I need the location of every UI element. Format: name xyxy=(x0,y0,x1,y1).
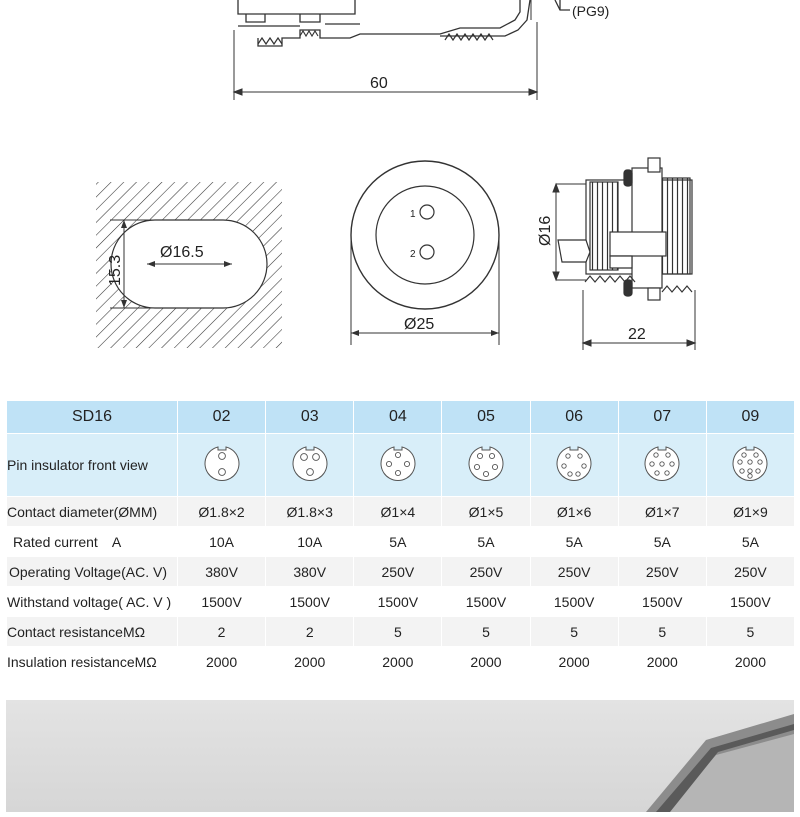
value-cell: 10A xyxy=(266,527,354,557)
value-cell: 250V xyxy=(618,557,706,587)
value-cell: 2000 xyxy=(530,647,618,677)
row-label: Rated current xyxy=(13,533,98,550)
value-cell: 250V xyxy=(530,557,618,587)
table-row xyxy=(7,647,795,677)
pin-2-hole xyxy=(420,245,434,259)
pin-layout-02 xyxy=(202,444,242,484)
row-label: Withstand voltage xyxy=(7,593,119,610)
socket-side-view xyxy=(558,158,692,300)
value-cell: 5A xyxy=(530,527,618,557)
value-cell: 2000 xyxy=(266,647,354,677)
pin-layout-03 xyxy=(290,444,330,484)
value-cell: 5A xyxy=(442,527,530,557)
table-header-row xyxy=(7,401,795,434)
table-row xyxy=(7,617,795,647)
pin-layout-04 xyxy=(378,444,418,484)
connector-side-profile xyxy=(238,0,570,46)
spec-table xyxy=(6,400,795,677)
pin-1-hole xyxy=(420,205,434,219)
row-label: Operating Voltage xyxy=(9,563,122,580)
value-cell: Ø1.8×2 xyxy=(178,497,266,527)
row-unit: (ØMM) xyxy=(113,503,158,520)
side-height-label: Ø16 xyxy=(537,215,554,246)
connector-photo-shape xyxy=(6,700,794,812)
row-label-cell xyxy=(7,587,178,617)
value-cell: 250V xyxy=(706,557,794,587)
value-cell: 5 xyxy=(354,617,442,647)
value-cell: 1500V xyxy=(266,587,354,617)
value-cell: 10A xyxy=(178,527,266,557)
row-label-cell xyxy=(7,617,178,647)
pin-layout-06 xyxy=(554,444,594,484)
pin-layout-09 xyxy=(730,444,770,484)
value-cell: 5 xyxy=(706,617,794,647)
value-cell: 2000 xyxy=(442,647,530,677)
value-cell: 5 xyxy=(442,617,530,647)
header-cell: 09 xyxy=(706,401,794,434)
value-cell: 2000 xyxy=(354,647,442,677)
pin-row-label: Pin insulator front view xyxy=(7,434,178,497)
table-row xyxy=(7,527,795,557)
row-unit: MΩ xyxy=(122,623,146,640)
pin-diagram-cell xyxy=(266,434,354,497)
row-label: Contact diameter xyxy=(7,503,114,520)
pin-2-label: 2 xyxy=(410,249,416,260)
value-cell: 5 xyxy=(618,617,706,647)
value-cell: 5 xyxy=(530,617,618,647)
header-cell: 03 xyxy=(266,401,354,434)
value-cell: Ø1×6 xyxy=(530,497,618,527)
pin-view-row xyxy=(7,434,795,497)
row-label-cell xyxy=(7,557,178,587)
thread-teeth-right xyxy=(445,34,493,40)
value-cell: 250V xyxy=(442,557,530,587)
value-cell: 2 xyxy=(178,617,266,647)
header-cell: 04 xyxy=(354,401,442,434)
header-cell: SD16 xyxy=(7,401,178,434)
row-unit: (AC. V) xyxy=(121,563,167,580)
row-unit: ( AC. V ) xyxy=(118,593,172,610)
pin-diagram-cell xyxy=(442,434,530,497)
table-row xyxy=(7,557,795,587)
cutout-diameter-label: Ø16.5 xyxy=(160,244,204,261)
value-cell: 1500V xyxy=(178,587,266,617)
value-cell: Ø1×4 xyxy=(354,497,442,527)
value-cell: 380V xyxy=(266,557,354,587)
technical-drawing xyxy=(0,0,800,395)
pin-diagram-cell xyxy=(178,434,266,497)
header-cell: 05 xyxy=(442,401,530,434)
header-cell: 06 xyxy=(530,401,618,434)
value-cell: Ø1×5 xyxy=(442,497,530,527)
value-cell: 5A xyxy=(706,527,794,557)
pin-diagram-cell xyxy=(530,434,618,497)
value-cell: 1500V xyxy=(442,587,530,617)
value-cell: 2000 xyxy=(618,647,706,677)
value-cell: 5A xyxy=(354,527,442,557)
row-label: Insulation resistance xyxy=(7,653,135,670)
value-cell: 1500V xyxy=(354,587,442,617)
pin-1-label: 1 xyxy=(410,209,416,220)
value-cell: 1500V xyxy=(706,587,794,617)
value-cell: 250V xyxy=(354,557,442,587)
row-label: Contact resistance xyxy=(7,623,123,640)
insulator-outline xyxy=(469,447,503,481)
value-cell: 2000 xyxy=(706,647,794,677)
pin-diagram-cell xyxy=(618,434,706,497)
row-label-cell xyxy=(7,527,178,557)
cutout-flat-label: 15.3 xyxy=(107,254,124,286)
row-unit: MΩ xyxy=(134,653,157,670)
value-cell: Ø1.8×3 xyxy=(266,497,354,527)
face-diameter-label: Ø25 xyxy=(404,316,435,333)
thread-label: (PG9) xyxy=(572,3,610,19)
pin-diagram-cell xyxy=(706,434,794,497)
value-cell: 2 xyxy=(266,617,354,647)
row-label-cell xyxy=(7,647,178,677)
value-cell: 5A xyxy=(618,527,706,557)
product-photo xyxy=(6,700,794,812)
table-row xyxy=(7,587,795,617)
value-cell: 1500V xyxy=(618,587,706,617)
thread-teeth-mid xyxy=(300,31,318,36)
value-cell: 1500V xyxy=(530,587,618,617)
pin-diagram-cell xyxy=(354,434,442,497)
value-cell: 380V xyxy=(178,557,266,587)
insulator-outline xyxy=(557,447,591,481)
pin-layout-07 xyxy=(642,444,682,484)
value-cell: 2000 xyxy=(178,647,266,677)
value-cell: Ø1×9 xyxy=(706,497,794,527)
header-cell: 02 xyxy=(178,401,266,434)
pin-layout-05 xyxy=(466,444,506,484)
value-cell: Ø1×7 xyxy=(618,497,706,527)
thread-teeth-left xyxy=(258,38,282,44)
side-length-label: 22 xyxy=(628,326,646,343)
row-unit: A xyxy=(111,533,122,550)
header-cell: 07 xyxy=(618,401,706,434)
length-label: 60 xyxy=(370,75,388,92)
row-label-cell xyxy=(7,497,178,527)
table-row xyxy=(7,497,795,527)
